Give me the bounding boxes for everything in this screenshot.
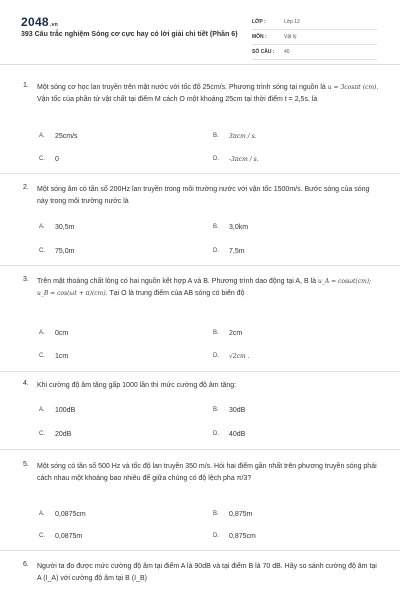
option-letter: C. (39, 533, 45, 539)
question-divider (0, 371, 400, 372)
question-text: Khi cường độ âm tăng gấp 1000 lần thì mức cường độ âm tăng: (37, 382, 237, 389)
meta-row-subject (252, 30, 377, 45)
option-value: 0,0875cm (55, 511, 86, 518)
option-value: 3,0km (229, 224, 249, 231)
option-letter: A. (39, 224, 45, 230)
document-meta (252, 15, 377, 60)
option-letter: D. (213, 248, 219, 254)
option-letter: B. (213, 407, 219, 413)
question-number: 1. (23, 82, 29, 89)
question-number: 2. (23, 184, 29, 191)
option-letter: C. (39, 248, 45, 254)
option-value: 7,5m (229, 248, 245, 255)
option-letter: B. (213, 511, 219, 517)
option-value: 20dB (55, 431, 72, 438)
option-value: 3πcm / s. (229, 133, 257, 140)
question-text: Người ta đo được mức cường độ âm tại điểm A là 90dB và tại điểm B là 70 dB. Hãy so sánh cường độ âm tại A (I_A) với cường độ âm tại B (I_B) (37, 563, 377, 582)
meta-value: Lớp 12 (284, 19, 300, 25)
question-number: 4. (23, 380, 29, 387)
option-value: 0,875cm (229, 533, 256, 540)
option-letter: A. (39, 511, 45, 517)
site-logo[interactable] (21, 15, 58, 29)
logo-text: 2048 (21, 15, 49, 29)
question-text-part: Trên mặt thoáng chất lỏng có hai nguồn kết hợp A và B. Phương trình dao động tại A, B là (37, 278, 318, 285)
question-math: u = 3cosπt (cm) (327, 84, 377, 91)
meta-key: SỐ CÂU : (252, 49, 275, 55)
option-value: 25cm/s (55, 133, 78, 140)
meta-value: Vật lý (284, 34, 297, 40)
question-text (37, 82, 382, 106)
option-value: 2cm (229, 330, 243, 337)
question-number: 5. (23, 461, 29, 468)
question-math: u_A = cosωt(cm); u_B = cos(ωt + π)(cm) (37, 278, 372, 297)
question-text: Một sóng âm có tần số 200Hz lan truyền trong môi trường nước với vận tốc 1500m/s. Bước sóng của sóng này trong môi trường nước là (37, 186, 370, 205)
option-letter: D. (213, 156, 219, 162)
option-letter: D. (213, 431, 219, 437)
option-value: -3πcm / s. (229, 156, 259, 163)
option-letter: A. (39, 133, 45, 139)
option-letter: B. (213, 133, 219, 139)
option-letter: B. (213, 224, 219, 230)
meta-row-count (252, 45, 377, 60)
document-header (0, 0, 400, 60)
option-value: 100dB (55, 407, 76, 414)
question-divider (0, 550, 400, 551)
option-value: 1cm (55, 353, 69, 360)
option-letter: D. (213, 353, 219, 359)
option-letter: C. (39, 156, 45, 162)
option-letter: D. (213, 533, 219, 539)
question-divider (0, 265, 400, 266)
question-text-part: . Vận tốc của phần tử vật chất tại điểm M cách O một khoảng 25cm tại thời điểm t = 2,5s. là (37, 84, 379, 103)
option-value: 0 (55, 156, 59, 163)
option-letter: A. (39, 407, 45, 413)
option-value: √2cm . (229, 353, 250, 360)
option-value: 0cm (55, 330, 69, 337)
option-value: 30,5m (55, 224, 75, 231)
logo-suffix: .vn (49, 22, 59, 28)
option-value: 40dB (229, 431, 246, 438)
header-divider (0, 64, 400, 65)
meta-key: LỚP : (252, 19, 266, 25)
option-value: 0,875m (229, 511, 253, 518)
option-value: 0,0875m (55, 533, 83, 540)
option-value: 75,0m (55, 248, 75, 255)
option-letter: A. (39, 330, 45, 336)
question-number: 3. (23, 276, 29, 283)
option-value: 30dB (229, 407, 246, 414)
meta-row-class (252, 15, 377, 30)
question-text: Một sóng có tần số 500 Hz và tốc độ lan truyền 350 m/s. Hỏi hai điểm gần nhất trên phương truyền sóng phải cách nhau một khoảng bao nhiêu để giữa chúng có độ lệch pha π/3? (37, 463, 377, 482)
option-letter: C. (39, 431, 45, 437)
option-letter: B. (213, 330, 219, 336)
question-divider (0, 173, 400, 174)
option-letter: C. (39, 353, 45, 359)
question-text-part: . Tại O là trung điểm của AB sóng có biên độ (105, 290, 245, 297)
meta-key: MÔN : (252, 34, 267, 40)
document-title: 393 Câu trắc nghiệm Sóng cơ cực hay có lời giải chi tiết (Phần 6) (21, 31, 238, 38)
question-divider (0, 449, 400, 450)
meta-value: 40 (284, 49, 290, 55)
question-text (37, 276, 382, 300)
question-number: 6. (23, 561, 29, 568)
question-text-part: Một sóng cơ học lan truyền trên mặt nước với tốc độ 25cm/s. Phương trình sóng tại nguồn là (37, 84, 328, 91)
